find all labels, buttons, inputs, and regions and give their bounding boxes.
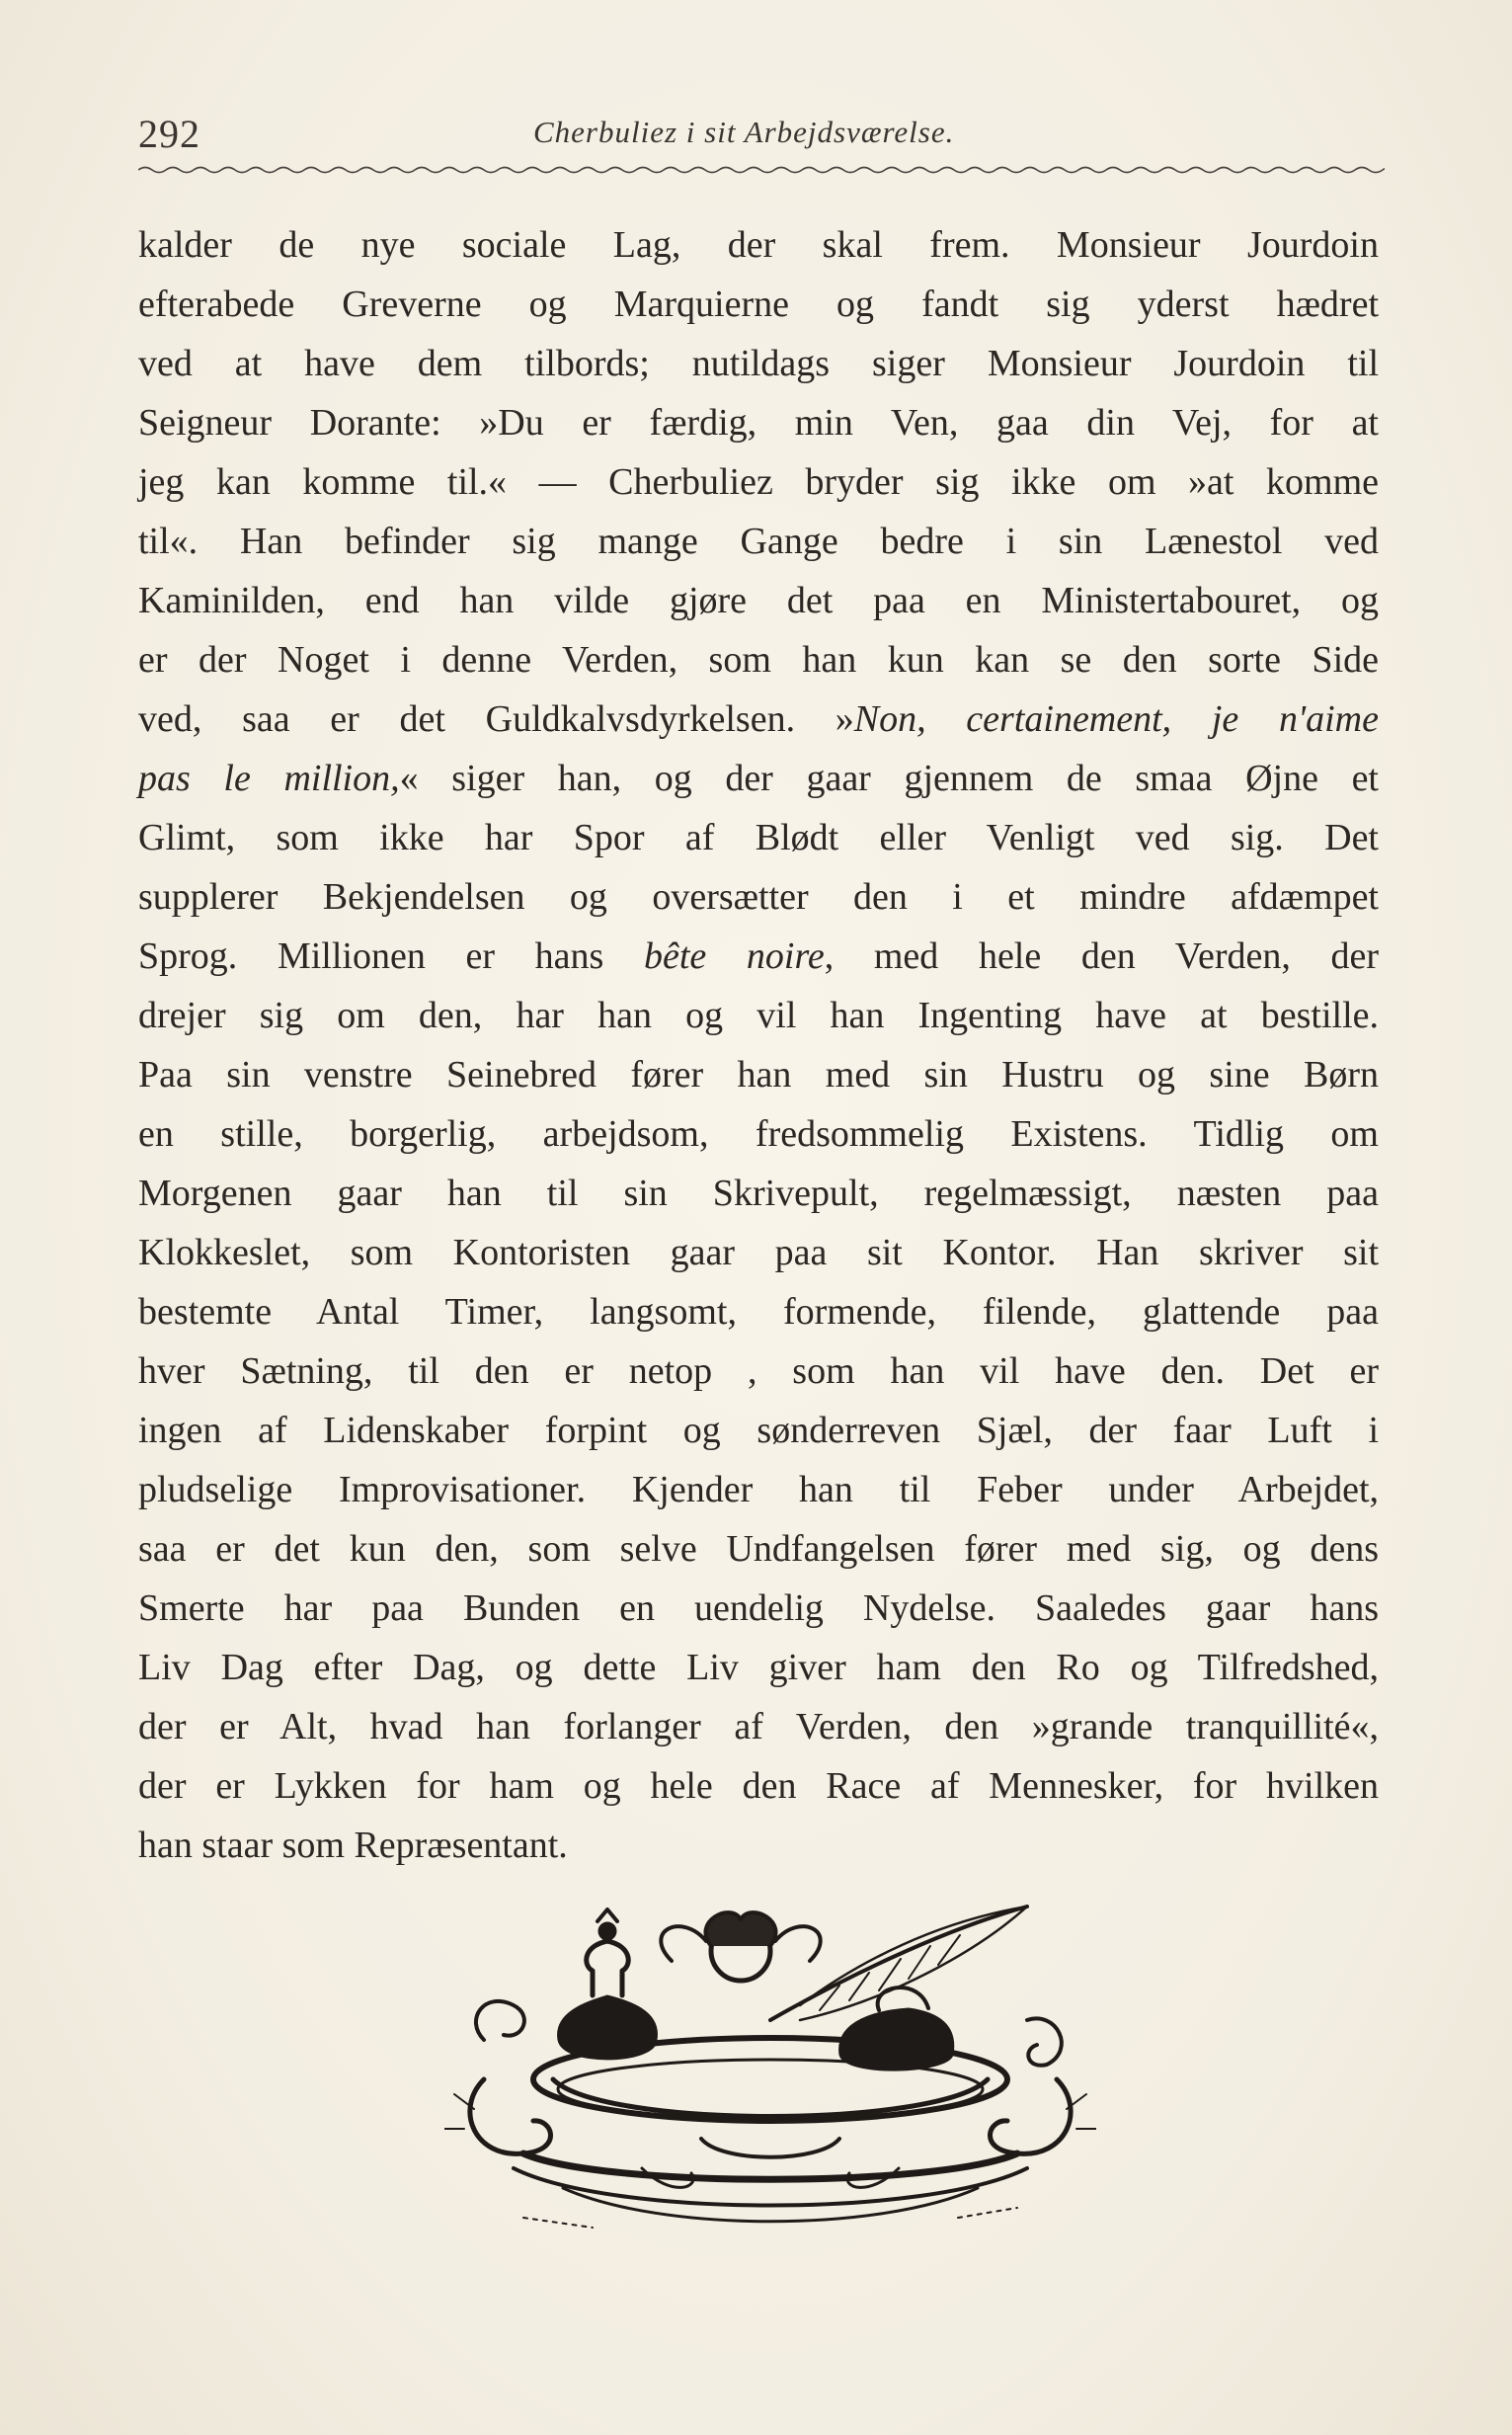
text-line [138, 452, 1379, 512]
text-run: hver Sætning, til den er netop , som han vil have den. Det er [138, 1350, 1379, 1392]
text-run: ved at have dem tilbords; nutildags siger Monsieur Jourdoin til [138, 343, 1379, 384]
text-line [138, 1164, 1379, 1223]
text-line [138, 1519, 1379, 1579]
text-run: Morgenen gaar han til sin Skrivepult, regelmæssigt, næsten paa [138, 1173, 1379, 1214]
text-run: en stille, borgerlig, arbejdsom, fredsommelig Existens. Tidlig om [138, 1113, 1379, 1155]
italic-text-run: Non, certainement, je n'aime [853, 698, 1379, 740]
text-run: Glimt, som ikke har Spor af Blødt eller Venligt ved sig. Det [138, 817, 1379, 858]
text-line [138, 393, 1379, 452]
text-line [138, 808, 1379, 867]
inkwell-quill-ornament-icon [444, 1892, 1096, 2247]
text-run: Paa sin venstre Seinebred fører han med sin Hustru og sine Børn [138, 1054, 1379, 1096]
text-line [138, 215, 1379, 275]
text-run: der er Alt, hvad han forlanger af Verden, den »grande tranquillité«, [138, 1706, 1379, 1747]
text-line [138, 1104, 1379, 1164]
text-run: Seigneur Dorante: »Du er færdig, min Ven, gaa din Vej, for at [138, 402, 1379, 444]
decorative-wavy-rule [138, 158, 1385, 182]
text-line [138, 571, 1379, 630]
text-line [138, 690, 1379, 749]
text-run: saa er det kun den, som selve Undfangelsen fører med sig, og dens [138, 1528, 1379, 1570]
text-run: Klokkeslet, som Kontoristen gaar paa sit Kontor. Han skriver sit [138, 1232, 1379, 1273]
page-number: 292 [138, 112, 200, 156]
text-line [138, 1816, 1379, 1875]
text-run: supplerer Bekjendelsen og oversætter den i et mindre afdæmpet [138, 876, 1379, 918]
text-run: kalder de nye sociale Lag, der skal frem. Monsieur Jourdoin [138, 224, 1379, 266]
text-run: Sprog. Millionen er hans [138, 935, 644, 977]
text-line [138, 1045, 1379, 1104]
text-line [138, 986, 1379, 1045]
text-line [138, 927, 1379, 986]
text-line [138, 1756, 1379, 1816]
italic-text-run: bête noire [643, 935, 825, 977]
text-run: drejer sig om den, har han og vil han Ingenting have at bestille. [138, 995, 1379, 1036]
text-run: pludselige Improvisationer. Kjender han til Feber under Arbejdet, [138, 1469, 1379, 1510]
text-run: Kaminilden, end han vilde gjøre det paa en Ministertabouret, og [138, 580, 1379, 621]
text-line [138, 512, 1379, 571]
running-head: Cherbuliez i sit Arbejdsværelse. [533, 115, 955, 149]
text-line [138, 1638, 1379, 1697]
text-line [138, 749, 1379, 808]
text-run: , med hele den Verden, der [824, 935, 1380, 977]
text-line [138, 1223, 1379, 1282]
text-run: ved, saa er det Guldkalvsdyrkelsen. » [138, 698, 854, 740]
text-run: Liv Dag efter Dag, og dette Liv giver ham den Ro og Tilfredshed, [138, 1647, 1379, 1688]
text-run: efterabede Greverne og Marquierne og fandt sig yderst hædret [138, 284, 1379, 325]
text-run: er der Noget i denne Verden, som han kun kan se den sorte Side [138, 639, 1379, 681]
text-line [138, 275, 1379, 334]
text-line [138, 630, 1379, 690]
text-run: ingen af Lidenskaber forpint og sønderreven Sjæl, der faar Luft i [138, 1410, 1379, 1451]
body-text [138, 215, 1379, 1875]
text-run: bestemte Antal Timer, langsomt, formende, filende, glattende paa [138, 1291, 1379, 1333]
text-line [138, 334, 1379, 393]
italic-text-run: pas le million, [138, 758, 400, 799]
page-header [138, 107, 1383, 154]
text-run: jeg kan komme til.« — Cherbuliez bryder sig ikke om »at komme [138, 461, 1379, 503]
text-line [138, 1282, 1379, 1341]
text-line [138, 1579, 1379, 1638]
text-line [138, 867, 1379, 927]
text-line [138, 1460, 1379, 1519]
text-run: Smerte har paa Bunden en uendelig Nydelse. Saaledes gaar hans [138, 1587, 1379, 1629]
text-line [138, 1697, 1379, 1756]
text-line [138, 1341, 1379, 1401]
text-run: til«. Han befinder sig mange Gange bedre i sin Lænestol ved [138, 521, 1379, 562]
text-run: « siger han, og der gaar gjennem de smaa Øjne et [399, 758, 1379, 799]
text-run: der er Lykken for ham og hele den Race af Mennesker, for hvilken [138, 1765, 1379, 1807]
text-run: han staar som Repræsentant. [138, 1825, 568, 1866]
text-line [138, 1401, 1379, 1460]
